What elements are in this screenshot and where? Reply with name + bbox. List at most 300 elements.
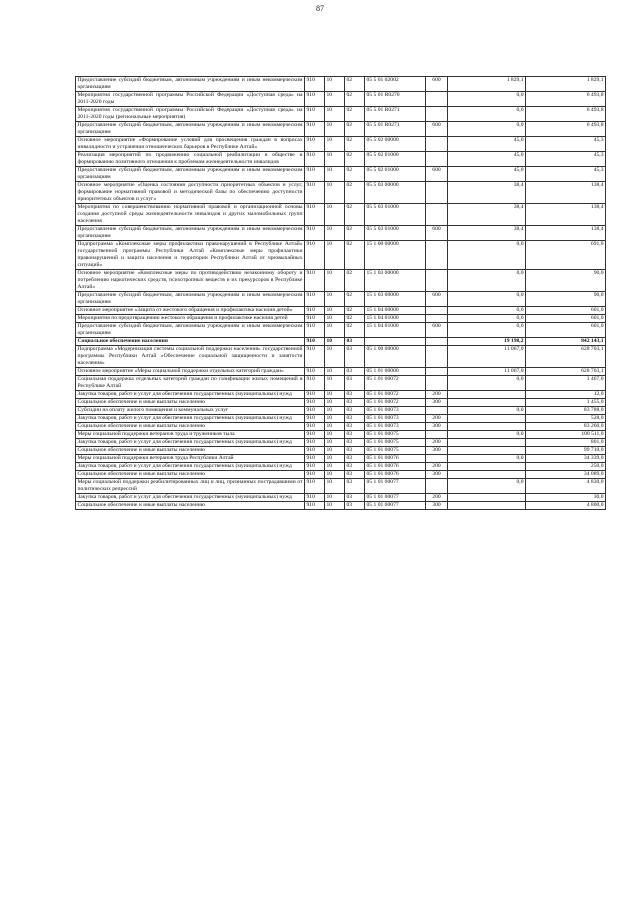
row-section: 10 [325, 415, 345, 423]
row-grbs: 910 [305, 407, 325, 415]
table-row [76, 122, 606, 137]
row-name: Социальное обеспечение и иные выплаты населению [76, 399, 305, 407]
row-expense-type [426, 241, 448, 270]
table-row [76, 346, 606, 368]
row-grbs: 910 [305, 447, 325, 455]
row-amount-2: 34 339,0 [526, 455, 606, 463]
row-grbs: 910 [305, 77, 325, 92]
row-amount-2: 628 703,1 [526, 346, 606, 368]
row-name: Мероприятия по предотвращению жестокого обращения и профилактике насилия детей [76, 315, 305, 323]
row-name: Социальное обеспечение и иные выплаты населению [76, 423, 305, 431]
row-target-article: 05 1 00 00000 [365, 346, 426, 368]
row-subsection: 03 [345, 338, 365, 346]
row-expense-type: 300 [426, 423, 448, 431]
row-section: 10 [325, 270, 345, 292]
table-row [76, 107, 606, 122]
row-section: 10 [325, 479, 345, 494]
row-amount-1: 0,0 [448, 307, 526, 315]
table-row [76, 204, 606, 226]
row-name: Основное мероприятие «Оценка состояния доступности приоритетных объектов и услуг, формирование нормативной правовой и методической базы по обеспечению доступности приоритетных объектов и услуг» [77, 182, 303, 202]
row-section: 10 [325, 447, 345, 455]
row-amount-2: 4 800,0 [526, 502, 606, 510]
row-subsection: 02 [345, 137, 365, 152]
row-name: Социальное обеспечение и иные выплаты населению [76, 502, 305, 510]
row-name: Социальное обеспечение и иные выплаты населению [76, 471, 305, 479]
row-name: Предоставление субсидий бюджетным, автономным учреждениям и иным некоммерческим организациям [77, 167, 303, 180]
row-grbs: 910 [305, 463, 325, 471]
row-name: Подпрограмма «Комплексные меры профилактики правонарушений в Республике Алтай» государственной программы Республики Алтай «Комплексные меры профилактики правонарушений и защита населения и территории Республики Алтай от чрезвычайных ситуаций» [77, 241, 303, 268]
row-subsection: 02 [345, 241, 365, 270]
row-target-article: 05 1 01 00073 [365, 415, 426, 423]
row-section: 10 [325, 77, 345, 92]
row-target-article: 15 1 04 01000 [365, 315, 426, 323]
row-amount-1 [448, 423, 526, 431]
row-subsection: 03 [345, 502, 365, 510]
row-amount-2: 138,4 [526, 204, 606, 226]
row-subsection: 03 [345, 447, 365, 455]
row-grbs: 910 [305, 152, 325, 167]
row-expense-type: 600 [426, 292, 448, 307]
row-subsection: 02 [345, 270, 365, 292]
row-section: 10 [325, 338, 345, 346]
row-section: 10 [325, 502, 345, 510]
row-grbs: 910 [305, 204, 325, 226]
row-amount-1: 1 829,1 [448, 77, 526, 92]
row-section: 10 [325, 368, 345, 376]
row-expense-type: 200 [426, 415, 448, 423]
row-target-article: 05 5 03 01000 [365, 204, 426, 226]
row-target-article: 15 1 00 00000 [365, 241, 426, 270]
row-amount-1: 0,0 [448, 92, 526, 107]
row-section: 10 [325, 182, 345, 204]
row-grbs: 910 [305, 307, 325, 315]
row-amount-2: 30,0 [526, 494, 606, 502]
table-row [76, 226, 606, 241]
row-amount-2: 138,4 [526, 226, 606, 241]
table-row [76, 399, 606, 407]
row-subsection: 03 [345, 479, 365, 494]
row-subsection: 02 [345, 167, 365, 182]
row-amount-2: 1 467,0 [526, 376, 606, 391]
row-grbs: 910 [305, 423, 325, 431]
row-section: 10 [325, 315, 345, 323]
row-section: 10 [325, 323, 345, 338]
row-expense-type [426, 376, 448, 391]
row-amount-1: 11 067,0 [448, 346, 526, 368]
row-target-article: 15 1 03 00000 [365, 270, 426, 292]
row-amount-2: 250,0 [526, 463, 606, 471]
row-grbs: 910 [305, 167, 325, 182]
row-grbs: 910 [305, 338, 325, 346]
row-section: 10 [325, 346, 345, 368]
row-grbs: 910 [305, 241, 325, 270]
row-target-article: 05 1 01 00076 [365, 455, 426, 463]
row-subsection: 02 [345, 92, 365, 107]
page-number: 87 [316, 4, 324, 13]
row-grbs: 910 [305, 292, 325, 307]
row-amount-2: 6 493,8 [526, 107, 606, 122]
row-target-article: 05 5 01 R0270 [365, 92, 426, 107]
row-target-article: 05 1 01 00075 [365, 439, 426, 447]
row-subsection: 02 [345, 77, 365, 92]
row-name: Закупка товаров, работ и услуг для обеспечения государственных (муниципальных) нужд [76, 463, 305, 471]
row-target-article: 05 5 03 01000 [365, 226, 426, 241]
row-expense-type [426, 479, 448, 494]
row-amount-2: 628 703,1 [526, 368, 606, 376]
row-amount-2: 90,0 [526, 270, 606, 292]
row-section: 10 [325, 167, 345, 182]
row-subsection: 03 [345, 494, 365, 502]
table-row [76, 447, 606, 455]
row-expense-type [426, 204, 448, 226]
row-amount-1: 0,0 [448, 270, 526, 292]
row-amount-1 [448, 399, 526, 407]
table-row [76, 92, 606, 107]
row-amount-1: 11 067,0 [448, 368, 526, 376]
row-amount-2: 1 829,1 [526, 77, 606, 92]
table-row [76, 479, 606, 494]
row-subsection: 02 [345, 107, 365, 122]
row-subsection: 03 [345, 415, 365, 423]
row-subsection: 03 [345, 455, 365, 463]
row-section: 10 [325, 431, 345, 439]
table-row [76, 463, 606, 471]
table-row [76, 431, 606, 439]
row-name: Реализация мероприятий по продвижению социальной реабилитации в обществе и формированию позитивного отношения к проблемам жизнедеятельности инвалидов [77, 152, 303, 165]
row-name: Предоставление субсидий бюджетным, автономным учреждениям и иным некоммерческим организациям [77, 226, 303, 239]
row-name: Социальное обеспечение и иные выплаты населению [76, 447, 305, 455]
table-body [76, 77, 606, 510]
row-amount-2: 601,0 [526, 323, 606, 338]
row-section: 10 [325, 399, 345, 407]
row-expense-type [426, 431, 448, 439]
table-row [76, 471, 606, 479]
row-section: 10 [325, 391, 345, 399]
row-section: 10 [325, 376, 345, 391]
row-name: Субсидии на оплату жилого помещения и коммунальных услуг [76, 407, 305, 415]
row-amount-2: 691,0 [526, 241, 606, 270]
table-row [76, 455, 606, 463]
row-expense-type: 300 [426, 502, 448, 510]
row-target-article: 05 1 01 00072 [365, 376, 426, 391]
row-target-article: 05 5 03 00000 [365, 182, 426, 204]
table-row [76, 182, 606, 204]
table-row [76, 241, 606, 270]
row-grbs: 910 [305, 122, 325, 137]
row-grbs: 910 [305, 323, 325, 338]
row-name: Предоставление субсидий бюджетным, автономным учреждениям и иным некоммерческим организациям [77, 323, 303, 336]
row-amount-1: 0,0 [448, 241, 526, 270]
row-expense-type: 600 [426, 226, 448, 241]
row-grbs: 910 [305, 315, 325, 323]
row-target-article: 05 1 01 00073 [365, 423, 426, 431]
row-target-article: 05 5 02 01000 [365, 152, 426, 167]
row-expense-type [426, 137, 448, 152]
row-amount-2: 601,0 [526, 307, 606, 315]
row-expense-type: 200 [426, 391, 448, 399]
row-section: 10 [325, 494, 345, 502]
table-row [76, 137, 606, 152]
row-expense-type: 200 [426, 463, 448, 471]
row-amount-2: 6 493,8 [526, 122, 606, 137]
row-grbs: 910 [305, 107, 325, 122]
row-section: 10 [325, 226, 345, 241]
row-amount-2: 138,4 [526, 182, 606, 204]
row-section: 10 [325, 122, 345, 137]
row-expense-type: 200 [426, 439, 448, 447]
row-amount-2: 34 089,0 [526, 471, 606, 479]
row-subsection: 03 [345, 463, 365, 471]
row-grbs: 910 [305, 226, 325, 241]
row-subsection: 03 [345, 407, 365, 415]
row-name: Основное мероприятие «Формирование условий для просвещения граждан в вопросах инвалидности и устранения отношенческих барьеров в Республике Алтай» [77, 137, 303, 150]
row-grbs: 910 [305, 137, 325, 152]
row-name: Предоставление субсидий бюджетным, автономным учреждениям и иным некоммерческим организациям [77, 122, 303, 135]
row-section: 10 [325, 241, 345, 270]
table-row [76, 415, 606, 423]
row-target-article: 05 1 01 00076 [365, 471, 426, 479]
row-name: Основное мероприятие «Комплексные меры по противодействию незаконному обороту и потреблению наркотических средств, психотропных веществ и их прекурсоров в Республике Алтай» [77, 270, 303, 290]
row-amount-2: 1 455,0 [526, 399, 606, 407]
row-amount-1: 38,4 [448, 182, 526, 204]
row-name: Закупка товаров, работ и услуг для обеспечения государственных (муниципальных) нужд [76, 439, 305, 447]
row-amount-2: 45,3 [526, 167, 606, 182]
row-subsection: 03 [345, 439, 365, 447]
row-grbs: 910 [305, 431, 325, 439]
row-target-article: 05 5 02 00000 [365, 137, 426, 152]
row-expense-type [426, 315, 448, 323]
row-target-article [365, 338, 426, 346]
table-row [76, 494, 606, 502]
table-row [76, 307, 606, 315]
row-amount-2: 90,0 [526, 292, 606, 307]
row-grbs: 910 [305, 391, 325, 399]
row-grbs: 910 [305, 494, 325, 502]
row-name: Закупка товаров, работ и услуг для обеспечения государственных (муниципальных) нужд [76, 494, 305, 502]
row-subsection: 03 [345, 431, 365, 439]
row-amount-2: 601,0 [526, 315, 606, 323]
row-section: 10 [325, 307, 345, 315]
row-amount-1: 38,4 [448, 204, 526, 226]
row-section: 10 [325, 463, 345, 471]
row-name: Закупка товаров, работ и услуг для обеспечения государственных (муниципальных) нужд [76, 415, 305, 423]
row-target-article: 05 1 01 00075 [365, 431, 426, 439]
row-section: 10 [325, 407, 345, 415]
row-subsection: 02 [345, 122, 365, 137]
row-target-article: 05 5 01 R0271 [365, 107, 426, 122]
row-amount-2: 83 788,0 [526, 407, 606, 415]
row-subsection: 02 [345, 323, 365, 338]
row-amount-1: 0,0 [448, 323, 526, 338]
row-name: Меры социальной поддержки ветеранов труда и тружеников тыла [76, 431, 305, 439]
row-section: 10 [325, 204, 345, 226]
table-row [76, 77, 606, 92]
row-amount-1 [448, 415, 526, 423]
row-subsection: 03 [345, 391, 365, 399]
row-expense-type [426, 92, 448, 107]
row-section: 10 [325, 152, 345, 167]
row-subsection: 02 [345, 152, 365, 167]
row-subsection: 02 [345, 315, 365, 323]
row-amount-1: 0,0 [448, 122, 526, 137]
row-grbs: 910 [305, 471, 325, 479]
row-subsection: 03 [345, 471, 365, 479]
row-amount-1 [448, 463, 526, 471]
row-name: Закупка товаров, работ и услуг для обеспечения государственных (муниципальных) нужд [76, 391, 305, 399]
row-expense-type [426, 182, 448, 204]
row-subsection: 03 [345, 376, 365, 391]
table-row [76, 315, 606, 323]
row-subsection: 02 [345, 182, 365, 204]
row-subsection: 03 [345, 368, 365, 376]
row-amount-1: 0,0 [448, 479, 526, 494]
row-amount-2: 45,3 [526, 152, 606, 167]
row-section: 10 [325, 471, 345, 479]
row-amount-2: 801,0 [526, 439, 606, 447]
row-expense-type: 200 [426, 494, 448, 502]
row-amount-1: 19 198,2 [448, 338, 526, 346]
row-amount-2: 100 511,0 [526, 431, 606, 439]
row-name: Меры социальной поддержки реабилитированных лиц и лиц, признанных пострадавшими от политических репрессий [77, 479, 303, 492]
row-target-article: 05 1 01 00077 [365, 479, 426, 494]
row-target-article: 15 1 04 00000 [365, 307, 426, 315]
row-amount-1: 45,0 [448, 137, 526, 152]
row-amount-1 [448, 494, 526, 502]
table-row [76, 376, 606, 391]
row-amount-1: 0,0 [448, 107, 526, 122]
row-grbs: 910 [305, 502, 325, 510]
table-row [76, 338, 606, 346]
row-expense-type [426, 307, 448, 315]
row-grbs: 910 [305, 92, 325, 107]
row-subsection: 03 [345, 423, 365, 431]
row-amount-1 [448, 471, 526, 479]
row-grbs: 910 [305, 415, 325, 423]
table-row [76, 323, 606, 338]
row-amount-1 [448, 502, 526, 510]
table-row [76, 407, 606, 415]
row-expense-type: 300 [426, 399, 448, 407]
row-target-article: 05 5 01 R0271 [365, 122, 426, 137]
row-amount-1 [448, 447, 526, 455]
row-name: Социальное обеспечение населения [76, 338, 305, 346]
table-row [76, 152, 606, 167]
row-name: Меры социальной поддержки ветеранов труда Республики Алтай [76, 455, 305, 463]
row-name: Предоставление субсидий бюджетным, автономным учреждениям и иным некоммерческим организациям [77, 292, 303, 305]
row-expense-type: 600 [426, 323, 448, 338]
row-section: 10 [325, 107, 345, 122]
row-expense-type: 300 [426, 447, 448, 455]
row-grbs: 910 [305, 270, 325, 292]
row-amount-1: 0,0 [448, 431, 526, 439]
row-amount-2: 99 710,0 [526, 447, 606, 455]
row-target-article: 05 1 01 00073 [365, 407, 426, 415]
row-expense-type [426, 407, 448, 415]
row-section: 10 [325, 137, 345, 152]
row-expense-type [426, 152, 448, 167]
row-expense-type [426, 346, 448, 368]
row-grbs: 910 [305, 182, 325, 204]
table-row [76, 423, 606, 431]
row-section: 10 [325, 439, 345, 447]
table-row [76, 502, 606, 510]
row-subsection: 02 [345, 292, 365, 307]
row-name: Подпрограмма «Модернизация системы социальной поддержки населения» государственной программы Республики Алтай «Обеспечение социальной защищенности и занятости населения» [77, 346, 303, 366]
row-section: 10 [325, 292, 345, 307]
row-amount-2: 12,0 [526, 391, 606, 399]
row-section: 10 [325, 92, 345, 107]
row-amount-1: 45,0 [448, 167, 526, 182]
budget-table [75, 76, 606, 510]
row-target-article: 05 1 01 00072 [365, 391, 426, 399]
row-expense-type: 300 [426, 471, 448, 479]
row-grbs: 910 [305, 439, 325, 447]
table-row [76, 391, 606, 399]
row-name: Основное мероприятие «Меры социальной поддержки отдельных категорий граждан» [76, 368, 305, 376]
row-amount-2: 45,3 [526, 137, 606, 152]
row-target-article: 05 5 01 02002 [365, 77, 426, 92]
row-subsection: 02 [345, 226, 365, 241]
row-amount-2: 4 830,0 [526, 479, 606, 494]
row-expense-type [426, 455, 448, 463]
row-name: Мероприятия государственной программы Российской Федерации «Доступная среда» на 2011-2020 годы (региональные мероприятия) [77, 107, 303, 120]
row-amount-2: 842 143,1 [526, 338, 606, 346]
table-row [76, 368, 606, 376]
row-expense-type [426, 270, 448, 292]
row-target-article: 05 1 01 00076 [365, 463, 426, 471]
table-row [76, 270, 606, 292]
row-subsection: 03 [345, 399, 365, 407]
row-amount-1: 0,0 [448, 455, 526, 463]
row-amount-1: 0,0 [448, 292, 526, 307]
table-row [76, 292, 606, 307]
row-amount-1: 45,0 [448, 152, 526, 167]
row-amount-1 [448, 391, 526, 399]
row-grbs: 910 [305, 346, 325, 368]
row-target-article: 05 1 01 00072 [365, 399, 426, 407]
row-expense-type [426, 107, 448, 122]
row-target-article: 05 1 01 00075 [365, 447, 426, 455]
row-name: Предоставление субсидий бюджетным, автономным учреждениям и иным некоммерческим организациям [77, 77, 303, 90]
row-target-article: 05 1 01 00000 [365, 368, 426, 376]
row-amount-2: 6 493,8 [526, 92, 606, 107]
row-name: Мероприятия государственной программы Российской Федерации «Доступная среда» на 2011-2020 годы [77, 92, 303, 105]
row-expense-type: 600 [426, 167, 448, 182]
row-amount-1 [448, 439, 526, 447]
row-amount-1: 0,0 [448, 315, 526, 323]
row-amount-2: 83 260,0 [526, 423, 606, 431]
row-amount-1: 38,4 [448, 226, 526, 241]
row-name: Основное мероприятие «Защита от жестокого обращения и профилактика насилия детей» [76, 307, 305, 315]
row-name: Социальная поддержка отдельных категорий граждан по газификации жилых помещений в Республике Алтай [77, 376, 303, 389]
table-row [76, 439, 606, 447]
row-subsection: 02 [345, 204, 365, 226]
row-grbs: 910 [305, 399, 325, 407]
row-grbs: 910 [305, 479, 325, 494]
row-target-article: 05 1 01 00077 [365, 502, 426, 510]
row-amount-2: 528,0 [526, 415, 606, 423]
row-name: Мероприятия по совершенствованию нормативной правовой и организационной основы создания доступной среды жизнедеятельности инвалидов и других маломобильных групп населения [77, 204, 303, 224]
row-subsection: 03 [345, 346, 365, 368]
row-target-article: 15 1 03 00000 [365, 292, 426, 307]
row-target-article: 15 1 04 01000 [365, 323, 426, 338]
row-subsection: 02 [345, 307, 365, 315]
row-grbs: 910 [305, 368, 325, 376]
row-target-article: 05 1 01 00077 [365, 494, 426, 502]
row-expense-type [426, 338, 448, 346]
row-amount-1: 0,0 [448, 376, 526, 391]
row-section: 10 [325, 455, 345, 463]
